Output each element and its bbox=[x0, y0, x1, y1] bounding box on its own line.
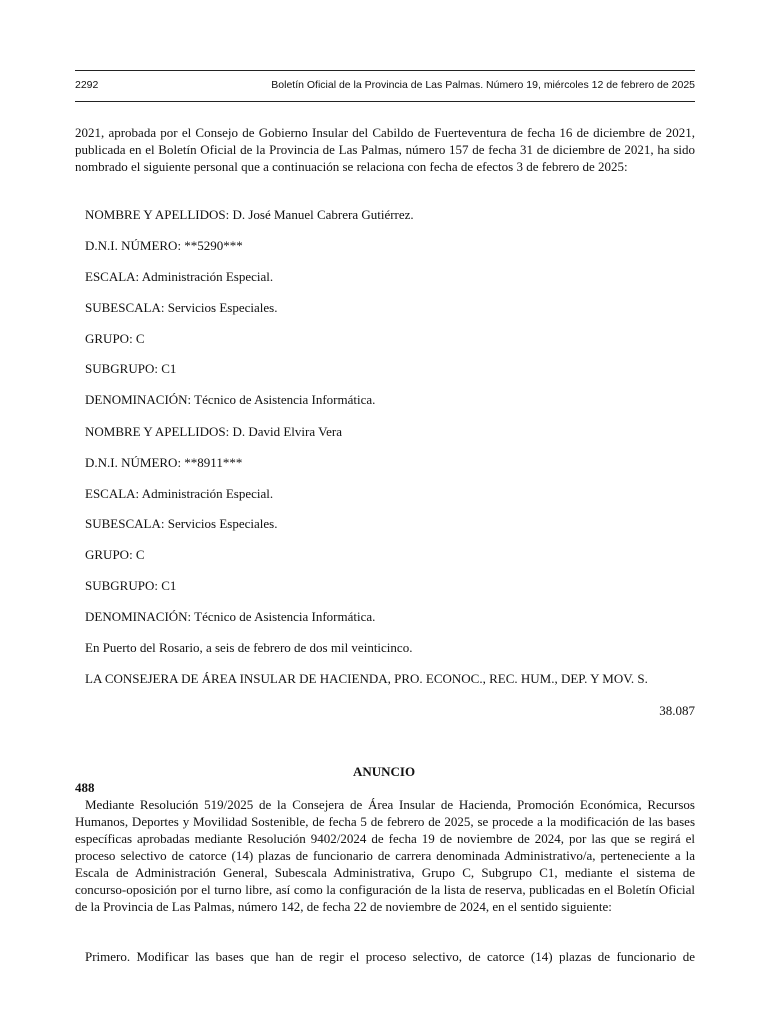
page-number: 2292 bbox=[75, 79, 99, 91]
nombre-2: NOMBRE Y APELLIDOS: D. David Elvira Vera bbox=[85, 424, 342, 439]
escala-2: ESCALA: Administración Especial. bbox=[85, 486, 274, 501]
anuncio-number: 488 bbox=[75, 780, 95, 795]
grupo-2: GRUPO: C bbox=[85, 547, 145, 562]
denominacion-1: DENOMINACIÓN: Técnico de Asistencia Informática. bbox=[85, 392, 376, 407]
subgrupo-1: SUBGRUPO: C1 bbox=[85, 361, 177, 376]
place-date: En Puerto del Rosario, a seis de febrero de dos mil veinticinco. bbox=[85, 640, 413, 655]
dni-1: D.N.I. NÚMERO: **5290*** bbox=[85, 238, 243, 253]
subescala-1: SUBESCALA: Servicios Especiales. bbox=[85, 300, 278, 315]
page-header bbox=[75, 70, 695, 102]
subgrupo-2: SUBGRUPO: C1 bbox=[85, 578, 177, 593]
dni-2: D.N.I. NÚMERO: **8911*** bbox=[85, 455, 243, 470]
reference-number: 38.087 bbox=[659, 703, 695, 718]
signatory: LA CONSEJERA DE ÁREA INSULAR DE HACIENDA, PRO. ECONOC., REC. HUM., DEP. Y MOV. S. bbox=[85, 671, 648, 686]
anuncio-title: ANUNCIO bbox=[352, 764, 416, 779]
subescala-2: SUBESCALA: Servicios Especiales. bbox=[85, 516, 278, 531]
nombre-1: NOMBRE Y APELLIDOS: D. José Manuel Cabrera Gutiérrez. bbox=[85, 207, 414, 222]
grupo-1: GRUPO: C bbox=[85, 331, 145, 346]
anuncio-paragraph: Mediante Resolución 519/2025 de la Consejera de Área Insular de Hacienda, Promoción Económica, Recursos Humanos, Deportes y Movilidad Sostenible, de fecha 5 de febrero de 2025, se procede a la modificación de las bases específicas aprobadas mediante Resolución 9402/2024 de fecha 19 de noviembre de 2024, por las que se regirá el proceso selectivo de catorce (14) plazas de funcionario de carrera denominada Administrativo/a, perteneciente a la Escala de Administración General, Subescala Administrativa, Grupo C, Subgrupo C1, mediante el sistema de concurso-oposición por el turno libre, así como la configuración de la lista de reserva, publicadas en el Boletín Oficial de la Provincia de Las Palmas, número 142, de fecha 22 de noviembre de 2024, en el sentido siguiente: bbox=[75, 797, 695, 914]
intro-paragraph: 2021, aprobada por el Consejo de Gobierno Insular del Cabildo de Fuerteventura de fecha 16 de diciembre de 2021, publicada en el Boletín Oficial de la Provincia de Las Palmas, número 157 de fecha 31 de diciembre de 2021, ha sido nombrado el siguiente personal que a continuación se relaciona con fecha de efectos 3 de febrero de 2025: bbox=[75, 125, 695, 174]
primero-paragraph: Primero. Modificar las bases que han de regir el proceso selectivo, de catorce (14) plazas de funcionario de bbox=[85, 949, 695, 964]
running-title: Boletín Oficial de la Provincia de Las Palmas. Número 19, miércoles 12 de febrero de 2025 bbox=[271, 79, 695, 91]
escala-1: ESCALA: Administración Especial. bbox=[85, 269, 274, 284]
denominacion-2: DENOMINACIÓN: Técnico de Asistencia Informática. bbox=[85, 609, 376, 624]
